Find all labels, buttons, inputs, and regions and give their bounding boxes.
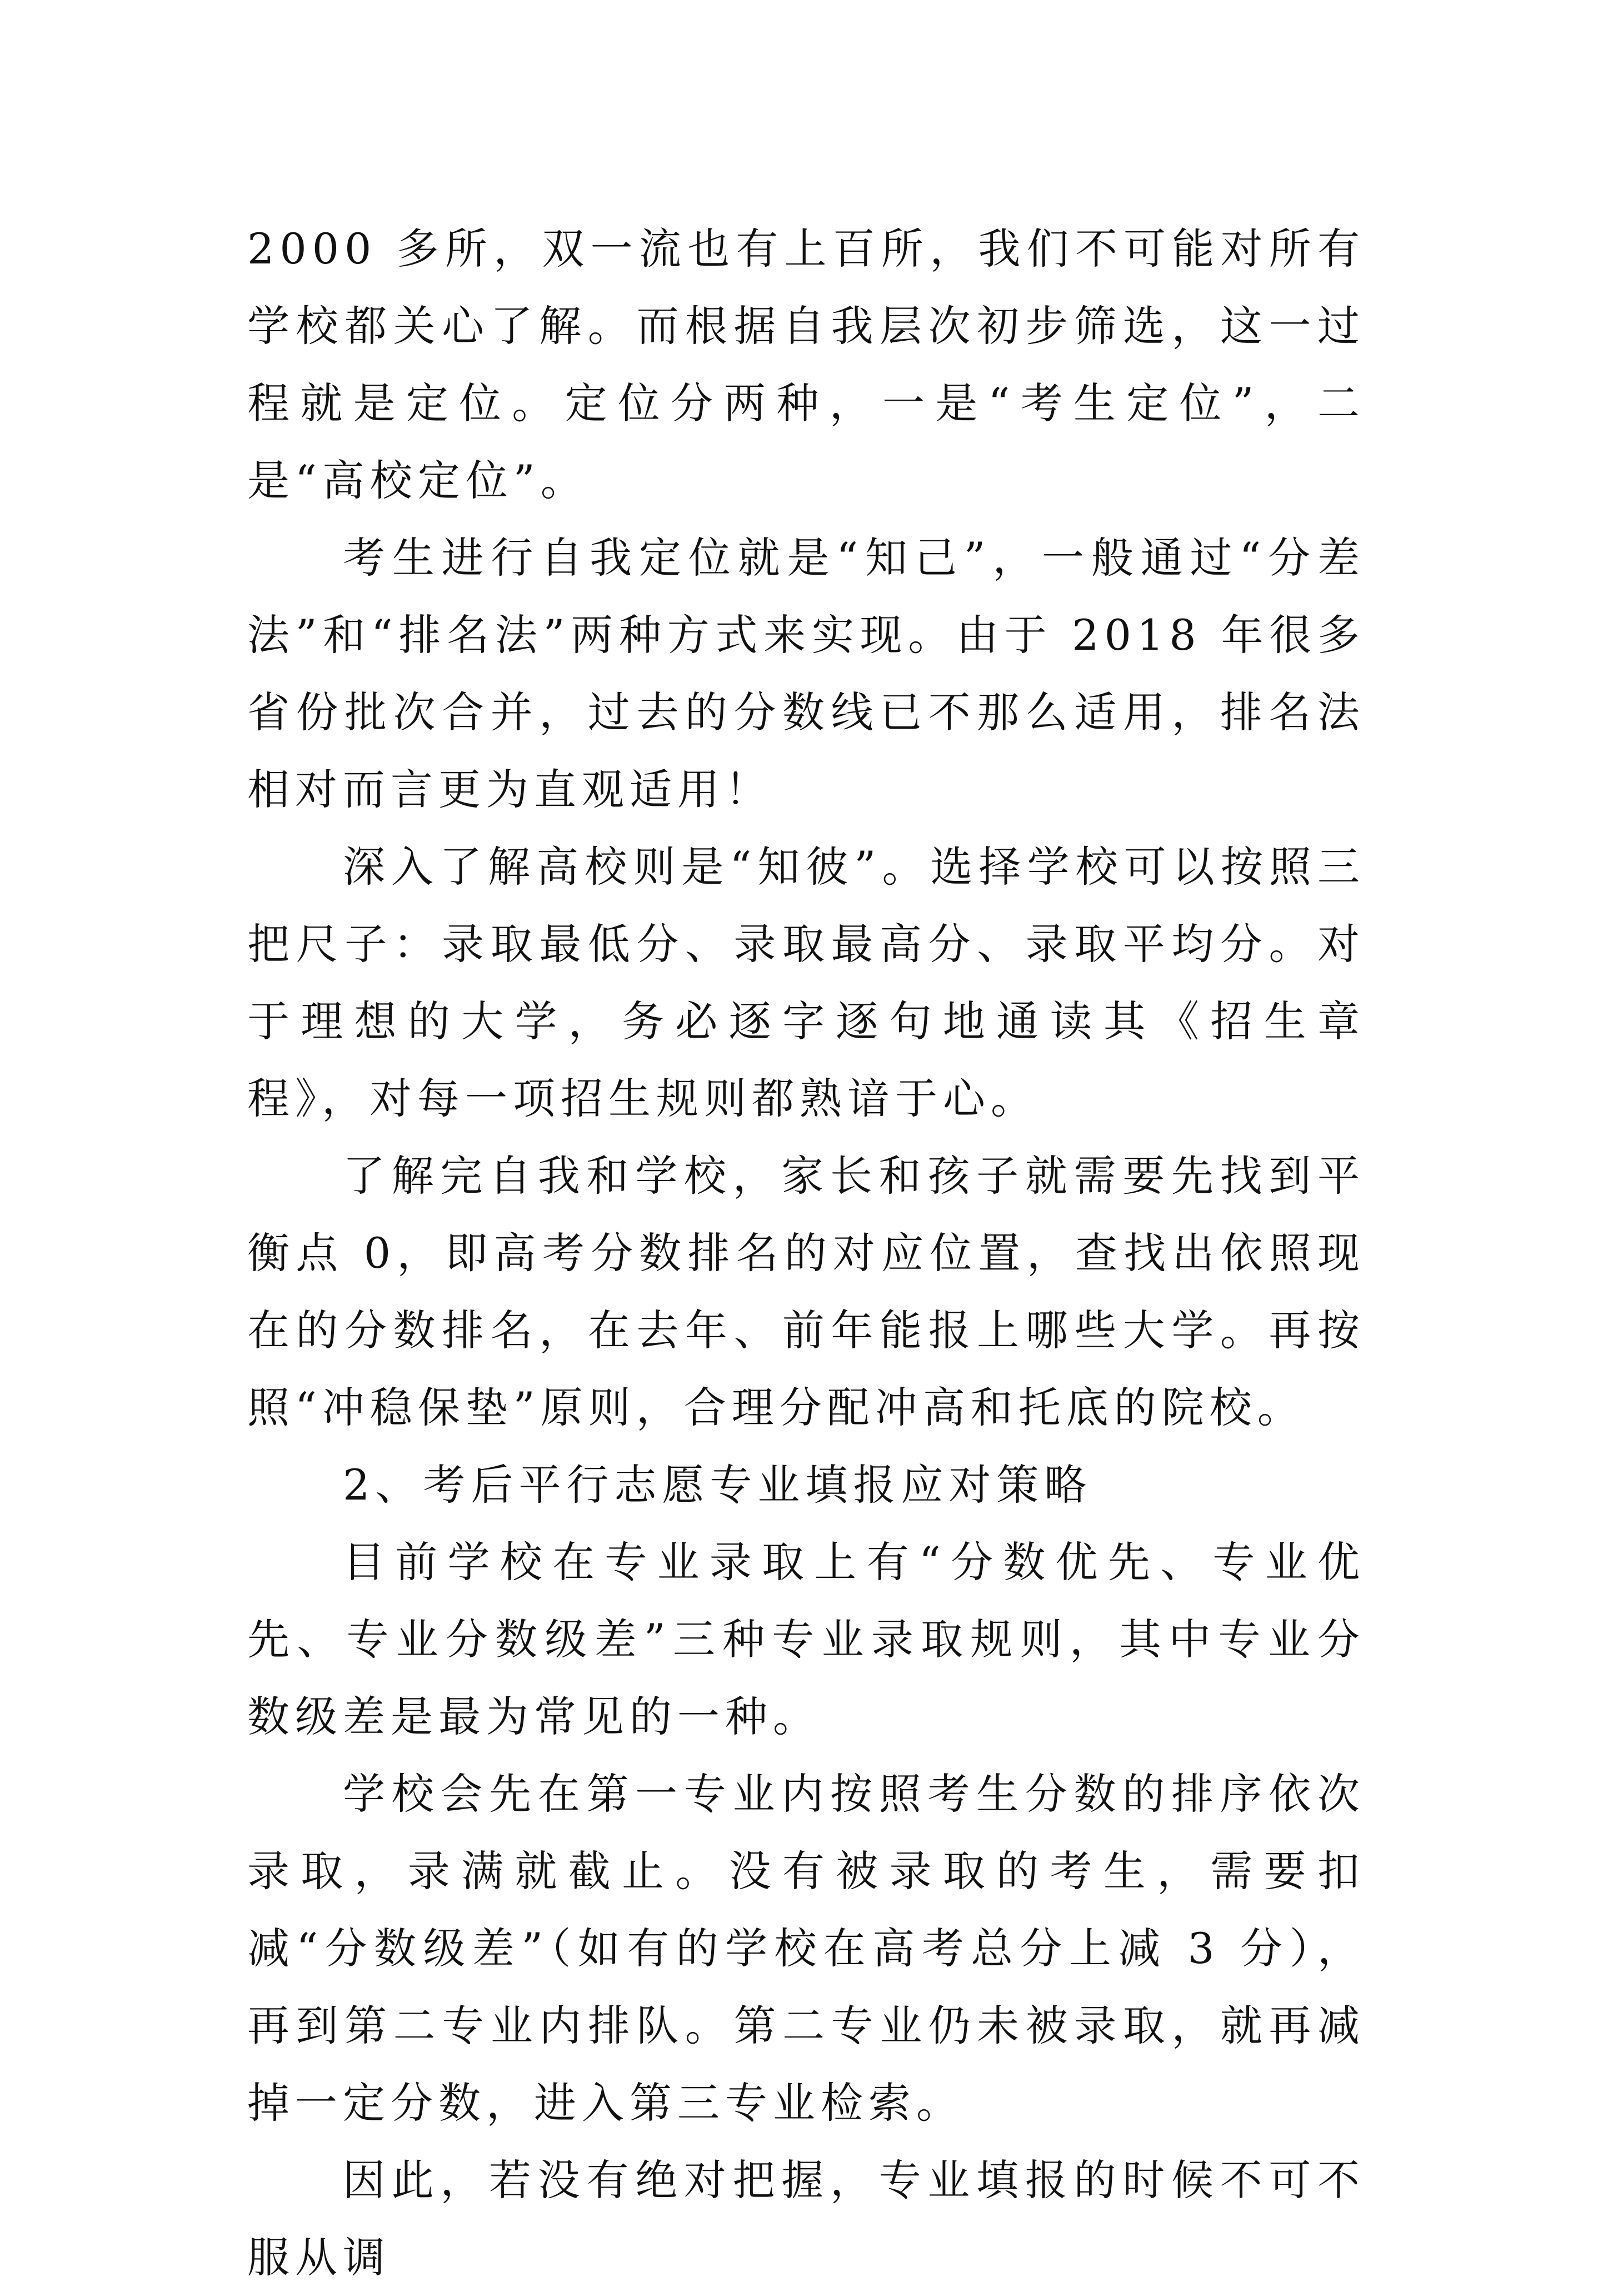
body-text — [247, 210, 1365, 2296]
paragraph-truncated: 因此，若没有绝对把握，专业填报的时候不可不服从调 — [247, 2155, 1365, 2282]
paragraph: 目前学校在专业录取上有“分数优先、专业优先、专业分数级差”三种专业录取规则，其中专业分数级差是最为常见的一种。 — [247, 1537, 1365, 1741]
paragraph-continued: 2000 多所，双一流也有上百所，我们不可能对所有学校都关心了解。而根据自我层次初步筛选，这一过程就是定位。定位分两种，一是“考生定位”，二是“高校定位”。 — [247, 224, 1365, 505]
paragraph: 深入了解高校则是“知彼”。选择学校可以按照三把尺子：录取最低分、录取最高分、录取平均分。对于理想的大学，务必逐字逐句地通读其《招生章程》，对每一项招生规则都熟谙于心。 — [247, 842, 1365, 1123]
paragraph: 学校会先在第一专业内按照考生分数的排序依次录取，录满就截止。没有被录取的考生，需要扣减“分数级差”（如有的学校在高考总分上减 3 分），再到第二专业内排队。第二专业仍未被录取，就再减掉一定分数，进入第三专业检索。 — [247, 1769, 1365, 2128]
paragraph: 了解完自我和学校，家长和孩子就需要先找到平衡点 0，即高考分数排名的对应位置，查找出依照现在的分数排名，在去年、前年能报上哪些大学。再按照“冲稳保垫”原则，合理分配冲高和托底的院校。 — [247, 1151, 1365, 1432]
paragraph: 考生进行自我定位就是“知己”，一般通过“分差法”和“排名法”两种方式来实现。由于 2018 年很多省份批次合并，过去的分数线已不那么适用，排名法相对而言更为直观适用！ — [247, 533, 1365, 814]
section-heading: 2、考后平行志愿专业填报应对策略 — [343, 1460, 1092, 1510]
